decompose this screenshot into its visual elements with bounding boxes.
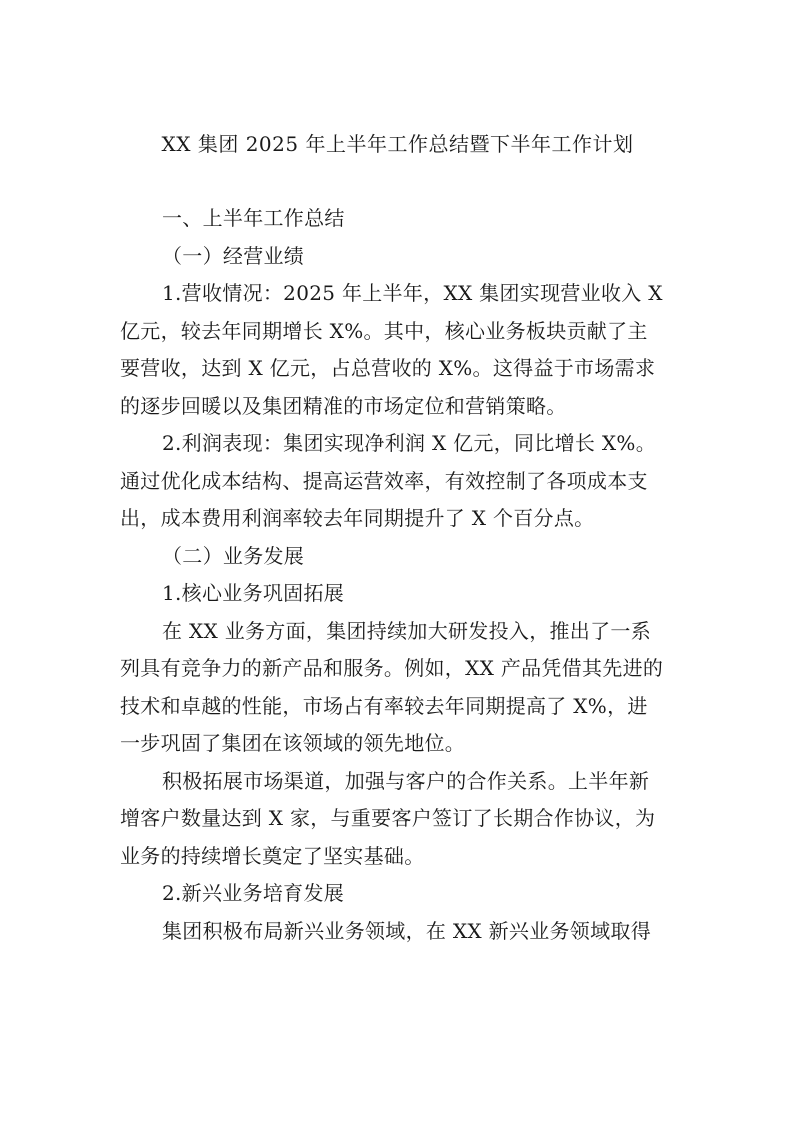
paragraph-line: 亿元，较去年同期增长 X%。其中，核心业务板块贡献了主 (120, 318, 648, 343)
document-title: XX 集团 2025 年上半年工作总结暨下半年工作计划 (161, 132, 634, 156)
subsection-heading: （二）业务发展 (162, 543, 305, 568)
paragraph-line: 出，成本费用利润率较去年同期提升了 X 个百分点。 (120, 506, 595, 530)
paragraph-line: 在 XX 业务方面，集团持续加大研发投入，推出了一系 (162, 618, 651, 643)
paragraph-line: 积极拓展市场渠道，加强与客户的合作关系。上半年新 (162, 768, 650, 793)
paragraph-line: 技术和卓越的性能，市场占有率较去年同期提高了 X%，进 (120, 693, 648, 718)
paragraph-line: 通过优化成本结构、提高运营效率，有效控制了各项成本支 (120, 468, 648, 493)
paragraph-line: 的逐步回暖以及集团精准的市场定位和营销策略。 (120, 393, 567, 418)
paragraph-line: 一步巩固了集团在该领域的领先地位。 (120, 731, 466, 755)
paragraph-line: 2.利润表现：集团实现净利润 X 亿元，同比增长 X%。 (162, 431, 657, 455)
section-heading: 一、上半年工作总结 (162, 206, 345, 230)
paragraph-line: 增客户数量达到 X 家，与重要客户签订了长期合作协议，为 (120, 806, 656, 830)
paragraph-line: 1.营收情况：2025 年上半年，XX 集团实现营业收入 X (162, 281, 663, 305)
document-body (120, 200, 675, 950)
paragraph-line: 要营收，达到 X 亿元，占总营收的 X%。这得益于市场需求 (120, 356, 656, 380)
item-heading: 2.新兴业务培育发展 (162, 881, 345, 905)
paragraph-line: 业务的持续增长奠定了坚实基础。 (120, 843, 425, 868)
paragraph-line: 列具有竞争力的新产品和服务。例如，XX 产品凭借其先进的 (120, 656, 664, 680)
subsection-heading: （一）经营业绩 (162, 243, 305, 268)
item-heading: 1.核心业务巩固拓展 (162, 581, 345, 605)
paragraph-line: 集团积极布局新兴业务领域，在 XX 新兴业务领域取得 (162, 918, 651, 943)
